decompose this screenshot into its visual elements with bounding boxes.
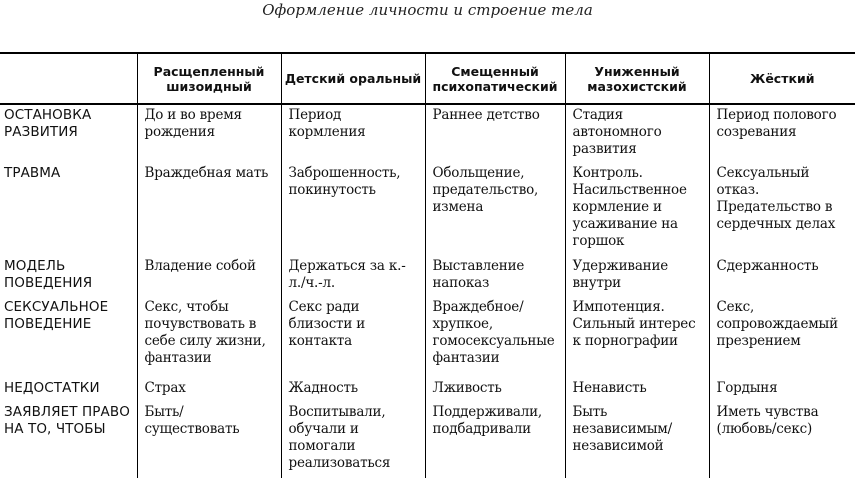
table-cell: Секс, чтобы почувствовать в себе силу жизни, фантазии	[137, 297, 281, 378]
table-cell: Быть независимым/ независимой	[565, 402, 709, 478]
table-cell: Владение собой	[137, 256, 281, 297]
table-row	[0, 402, 855, 478]
personality-table	[0, 52, 855, 478]
table-cell: Поддерживали, подбадривали	[425, 402, 565, 478]
table-cell: Заброшенность, покинутость	[281, 163, 425, 256]
table-cell: Импотенция. Сильный интерес к порнографии	[565, 297, 709, 378]
table-cell: Раннее детство	[425, 104, 565, 163]
row-label: НЕДОСТАТКИ	[4, 380, 100, 396]
table-row	[0, 297, 855, 378]
table-cell: Сдержанность	[709, 256, 855, 297]
table-cell: Секс, сопровождаемый презрением	[709, 297, 855, 378]
row-label: ОСТАНОВКА РАЗВИТИЯ	[4, 107, 92, 140]
table-row	[0, 256, 855, 297]
table-cell: Стадия автономного развития	[565, 104, 709, 163]
table-cell: Выставление напоказ	[425, 256, 565, 297]
header-rigid: Жёсткий	[709, 53, 855, 104]
table-row	[0, 163, 855, 256]
table-cell: Враждебное/ хрупкое, гомосексуальные фантазии	[425, 297, 565, 378]
table-cell: Быть/ существовать	[137, 402, 281, 478]
table-row	[0, 104, 855, 163]
table-cell: Период полового созревания	[709, 104, 855, 163]
table-row	[0, 378, 855, 402]
table-cell: Воспитывали, обучали и помогали реализоваться	[281, 402, 425, 478]
row-label: СЕКСУАЛЬНОЕ ПОВЕДЕНИЕ	[4, 299, 109, 332]
table-cell: Секс ради близости и контакта	[281, 297, 425, 378]
header-masochistic: Униженный мазохистский	[565, 53, 709, 104]
row-label: ТРАВМА	[4, 165, 61, 181]
table-cell: Ненависть	[565, 378, 709, 402]
header-schizoid: Расщепленный шизоидный	[137, 53, 281, 104]
table-cell: Гордыня	[709, 378, 855, 402]
header-blank-cell	[0, 53, 137, 104]
row-label: МОДЕЛЬ ПОВЕДЕНИЯ	[4, 258, 93, 291]
header-oral: Детский оральный	[281, 53, 425, 104]
table-cell: Держаться за к.-л./ч.-л.	[281, 256, 425, 297]
table-cell: Лживость	[425, 378, 565, 402]
table-cell: Период кормления	[281, 104, 425, 163]
table-cell: Враждебная мать	[137, 163, 281, 256]
table-cell: Сексуальный отказ. Предательство в сердечных делах	[709, 163, 855, 256]
table-caption: Оформление личности и строение тела	[262, 1, 593, 19]
table-cell: Жадность	[281, 378, 425, 402]
row-label: ЗАЯВЛЯЕТ ПРАВО НА ТО, ЧТОБЫ	[4, 404, 130, 437]
table-cell: До и во время рождения	[137, 104, 281, 163]
table-cell: Обольщение, предательство, измена	[425, 163, 565, 256]
table-cell: Контроль. Насильственное кормление и усаживание на горшок	[565, 163, 709, 256]
header-row	[0, 53, 855, 104]
table-cell: Удерживание внутри	[565, 256, 709, 297]
table-cell: Страх	[137, 378, 281, 402]
header-psychopathic: Смещенный психопатический	[425, 53, 565, 104]
table-cell: Иметь чувства (любовь/секс)	[709, 402, 855, 478]
